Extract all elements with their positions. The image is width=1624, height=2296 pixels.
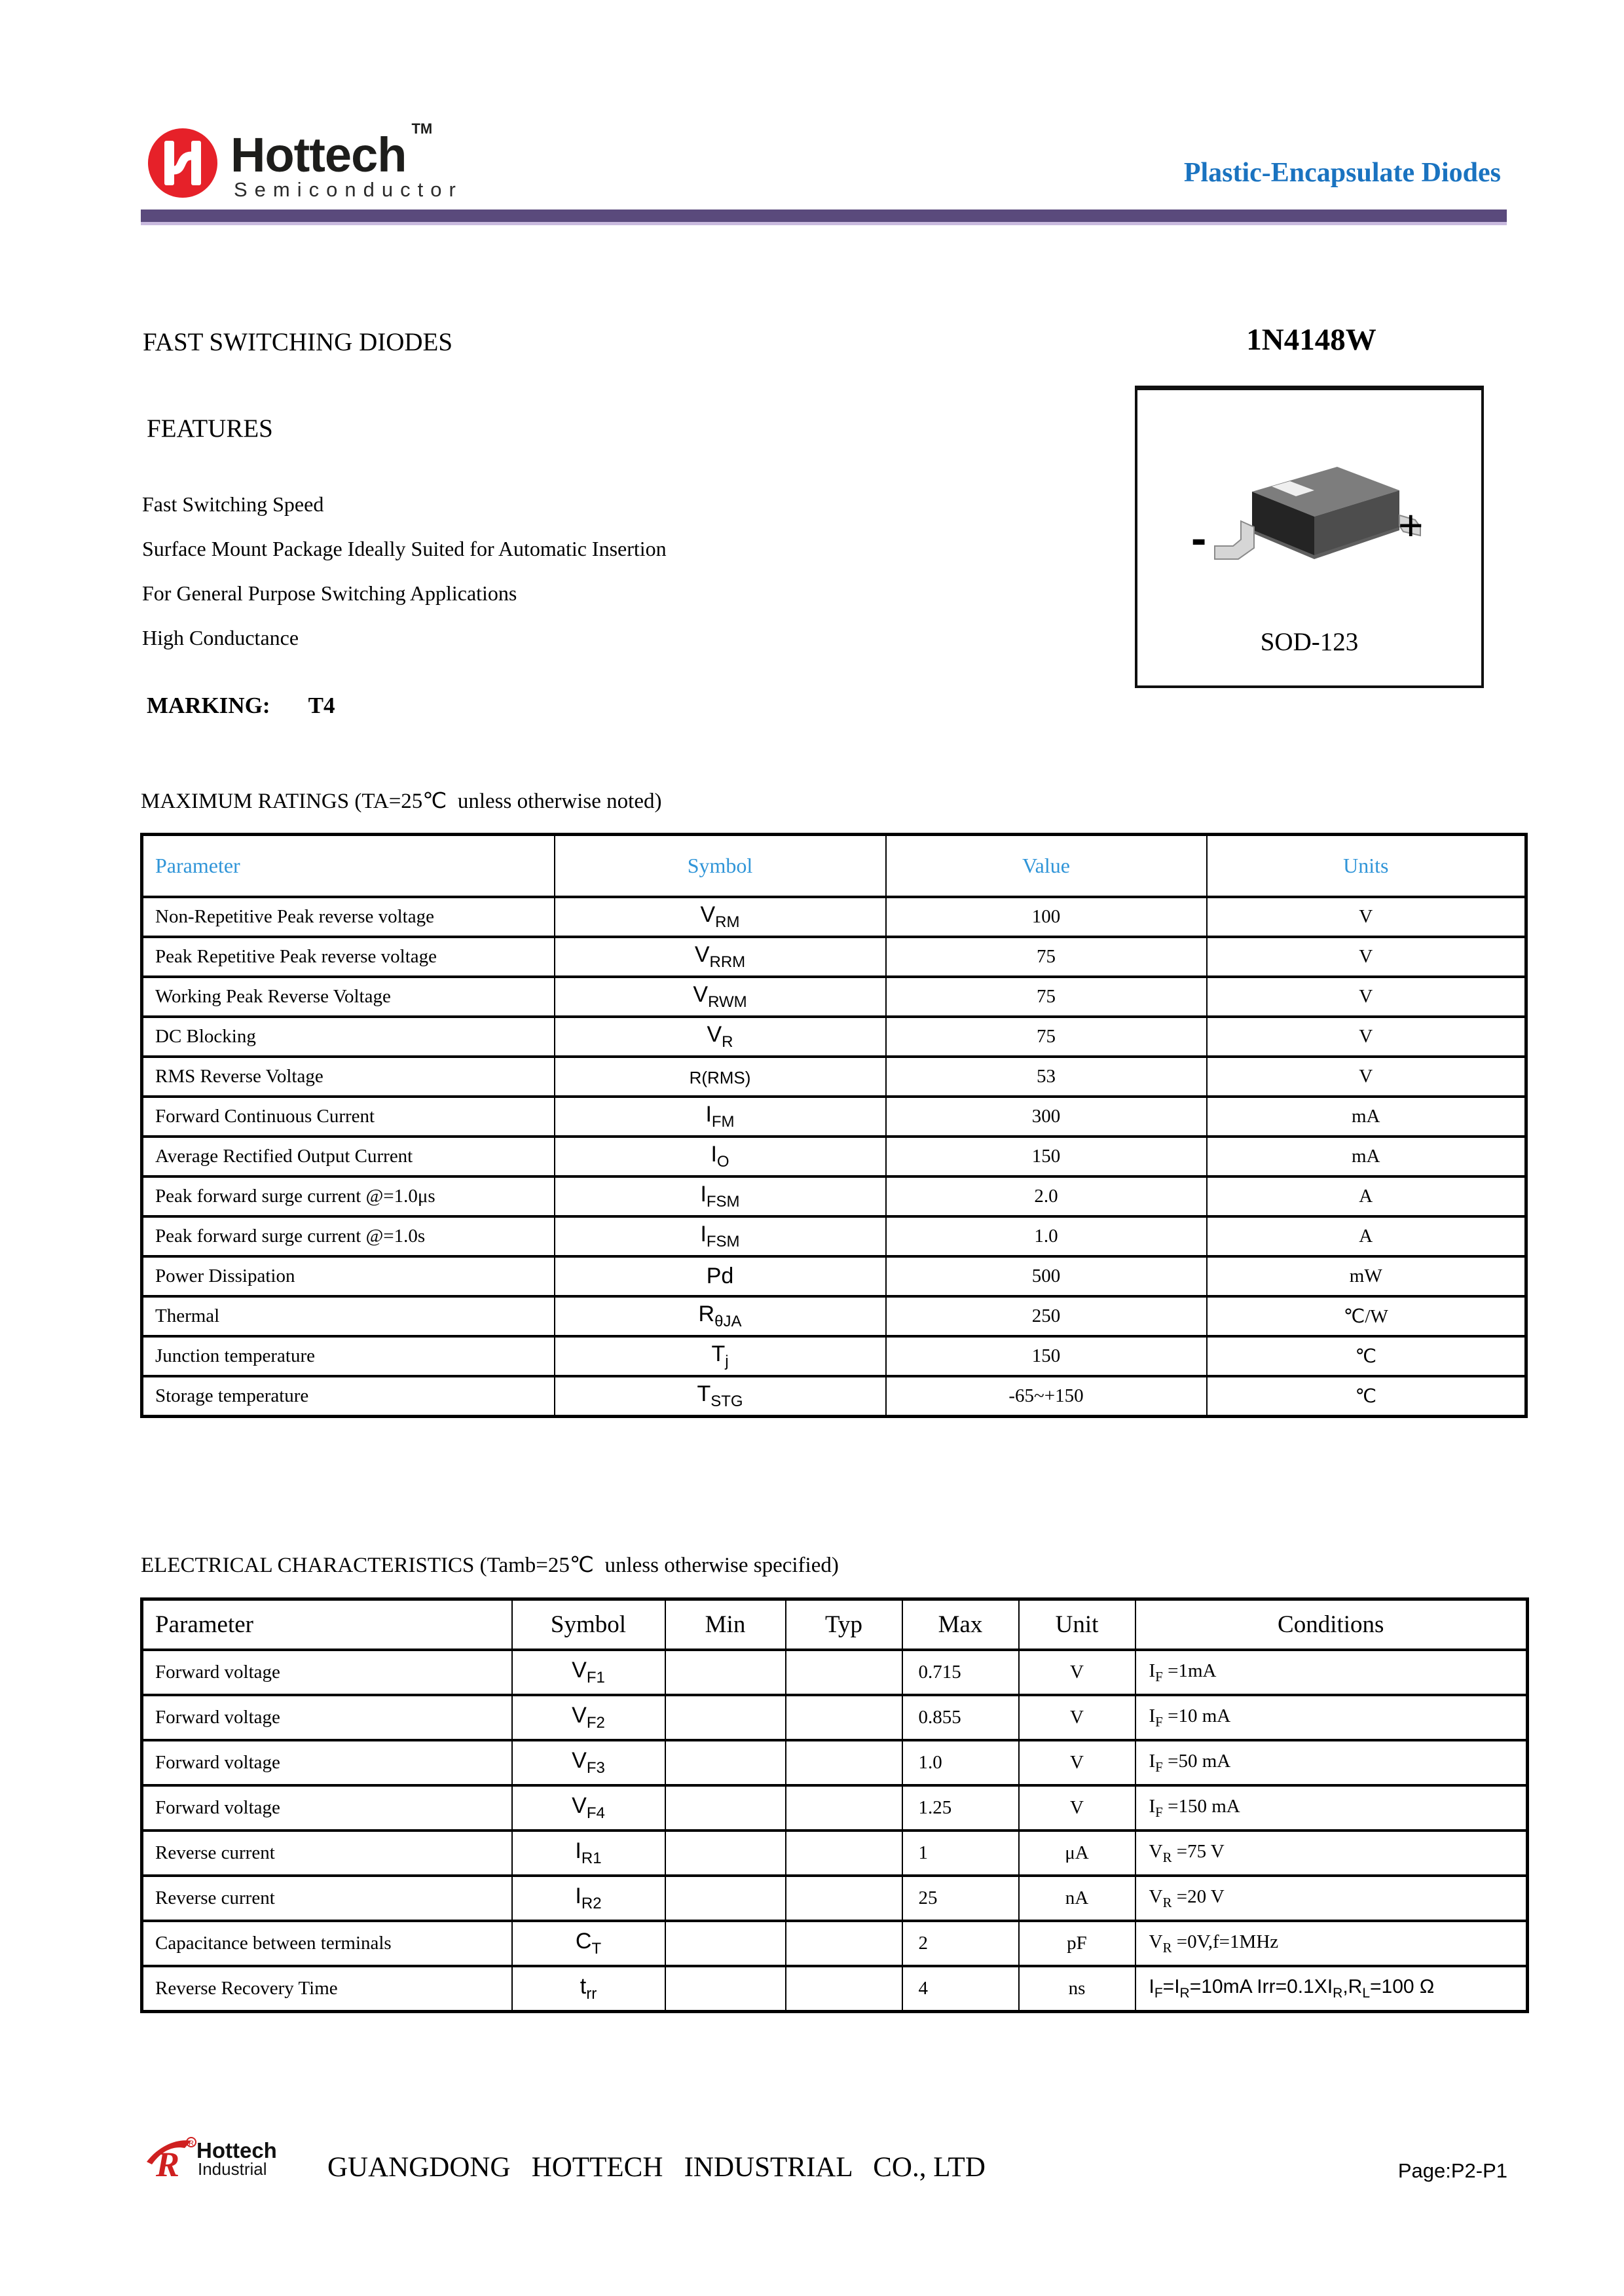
feature-item: For General Purpose Switching Applications [142,581,517,605]
symbol-cell: $R_{\theta JA}$ [555,1296,886,1336]
table-row [142,1296,1526,1336]
table-row [142,1176,1526,1216]
min-cell [665,1740,786,1785]
param-cell: Forward Continuous Current [142,1097,555,1137]
polarity-plus: + [1398,501,1424,549]
typ-cell [786,1921,902,1966]
column-header: Symbol [512,1599,665,1650]
footer-brand: Hottech [196,2138,277,2162]
conditions-cell: $I_F =150$ mA [1135,1785,1528,1831]
conditions-cell: $I_F =10$ mA [1135,1695,1528,1740]
symbol-cell: $V_R$ [555,1017,886,1057]
marking-line [147,693,335,719]
table-row [142,1650,1528,1695]
value-cell: 150 [886,1336,1207,1376]
value-cell: 1.0 [886,1216,1207,1256]
symbol-cell: $t_{rr}$ [512,1966,665,2012]
table-row [142,1216,1526,1256]
symbol-cell: $V_{F2}$ [512,1695,665,1740]
table-row [142,1831,1528,1876]
table-row [142,1921,1528,1966]
table-row [142,1057,1526,1097]
value-cell: 75 [886,1017,1207,1057]
param-cell: Peak Repetitive Peak reverse voltage [142,937,555,977]
doc-type: Plastic-Encapsulate Diodes [1183,158,1501,188]
units-cell: V [1207,1017,1526,1057]
symbol-cell: $I_{FSM}$ [555,1216,886,1256]
units-cell: V [1207,1057,1526,1097]
header-rule-divider [141,210,1507,225]
units-cell: ℃/W [1207,1296,1526,1336]
param-cell: Working Peak Reverse Voltage [142,977,555,1017]
units-cell: A [1207,1216,1526,1256]
param-cell: Non-Repetitive Peak reverse voltage [142,897,555,937]
value-cell: 53 [886,1057,1207,1097]
table-row [142,1137,1526,1176]
unit-cell: V [1019,1650,1135,1695]
max-cell: 2 [902,1921,1019,1966]
typ-cell [786,1740,902,1785]
column-header: Parameter [142,835,555,898]
max-ratings-table [140,833,1528,1418]
polarity-minus: - [1191,513,1207,564]
param-cell: Power Dissipation [142,1256,555,1296]
table-row [142,937,1526,977]
max-cell: 25 [902,1876,1019,1921]
symbol-cell: $I_{FSM}$ [555,1176,886,1216]
electrical-body [142,1650,1528,2012]
table-row [142,1097,1526,1137]
conditions-cell: $V_R =0V,f=1MHz$ [1135,1921,1528,1966]
column-header: Max [902,1599,1019,1650]
features-list [142,492,667,670]
unit-cell: V [1019,1695,1135,1740]
symbol-cell: Pd [555,1256,886,1296]
symbol-cell: $V_{RWM}$ [555,977,886,1017]
column-header: Units [1207,835,1526,898]
symbol-cell: R(RMS) [555,1057,886,1097]
units-cell: V [1207,897,1526,937]
min-cell [665,1650,786,1695]
units-cell: mA [1207,1137,1526,1176]
max-cell: 0.715 [902,1650,1019,1695]
max-cell: 1.0 [902,1740,1019,1785]
electrical-table [140,1597,1529,2013]
param-cell: Thermal [142,1296,555,1336]
table-row [142,1740,1528,1785]
symbol-cell: $V_{RRM}$ [555,937,886,977]
min-cell [665,1831,786,1876]
features-heading: FEATURES [147,414,273,443]
min-cell [665,1876,786,1921]
param-cell: Storage temperature [142,1376,555,1417]
units-cell: ℃ [1207,1376,1526,1417]
part-number: 1N4148W [1246,323,1376,357]
package-panel [1135,386,1484,688]
company-name: GUANGDONG HOTTECH INDUSTRIAL CO., LTD [327,2152,986,2183]
units-cell: V [1207,977,1526,1017]
conditions-cell: $I_F =50$ mA [1135,1740,1528,1785]
value-cell: 300 [886,1097,1207,1137]
symbol-cell: $V_{F1}$ [512,1650,665,1695]
param-cell: Reverse current [142,1876,512,1921]
param-cell: Forward voltage [142,1695,512,1740]
typ-cell [786,1695,902,1740]
symbol-cell: $T_{STG}$ [555,1376,886,1417]
electrical-title: ELECTRICAL CHARACTERISTICS (Tamb=25℃ unless otherwise specified) [141,1554,839,1577]
value-cell: 150 [886,1137,1207,1176]
unit-cell: ns [1019,1966,1135,2012]
page-number: Page:P2-P1 [1397,2159,1507,2182]
param-cell: Capacitance between terminals [142,1921,512,1966]
unit-cell: μA [1019,1831,1135,1876]
typ-cell [786,1966,902,2012]
brand-name [231,120,433,182]
unit-cell: V [1019,1785,1135,1831]
typ-cell [786,1650,902,1695]
symbol-cell: $T_j$ [555,1336,886,1376]
symbol-cell: $V_{F3}$ [512,1740,665,1785]
feature-item: Surface Mount Package Ideally Suited for Automatic Insertion [142,537,667,560]
max-cell: 1 [902,1831,1019,1876]
unit-cell: V [1019,1740,1135,1785]
column-header: Conditions [1135,1599,1528,1650]
symbol-cell: $I_{R2}$ [512,1876,665,1921]
marking-label: MARKING: [147,693,270,718]
max-cell: 4 [902,1966,1019,2012]
feature-item: High Conductance [142,626,299,649]
max-cell: 0.855 [902,1695,1019,1740]
typ-cell [786,1831,902,1876]
typ-cell [786,1876,902,1921]
table-row [142,1785,1528,1831]
symbol-cell: $V_{RM}$ [555,897,886,937]
brand-trademark: TM [411,120,433,137]
electrical-header-row [142,1599,1528,1650]
max-cell: 1.25 [902,1785,1019,1831]
table-row [142,1017,1526,1057]
svg-text:R: R [189,2140,194,2147]
symbol-cell: $I_{R1}$ [512,1831,665,1876]
param-cell: Reverse current [142,1831,512,1876]
symbol-cell: $C_T$ [512,1921,665,1966]
brand-text: Hottech [231,128,407,182]
conditions-cell: $I_F=I_R=10mA$ $Irr=0.1XI_R,R_L=100$ Ω [1135,1966,1528,2012]
brand-subtitle: Semiconductor [234,178,463,201]
footer-brand-sub: Industrial [198,2159,267,2179]
param-cell: Average Rectified Output Current [142,1137,555,1176]
column-header: Value [886,835,1207,898]
param-cell: RMS Reverse Voltage [142,1057,555,1097]
table-row [142,977,1526,1017]
conditions-cell: $I_F =1mA$ [1135,1650,1528,1695]
unit-cell: nA [1019,1876,1135,1921]
min-cell [665,1695,786,1740]
symbol-cell: $I_O$ [555,1137,886,1176]
feature-item: Fast Switching Speed [142,492,324,516]
column-header: Parameter [142,1599,512,1650]
value-cell: 500 [886,1256,1207,1296]
column-header: Min [665,1599,786,1650]
table-row [142,1876,1528,1921]
param-cell: Peak forward surge current @=1.0μs [142,1176,555,1216]
param-cell: Junction temperature [142,1336,555,1376]
value-cell: -65~+150 [886,1376,1207,1417]
max-ratings-title: MAXIMUM RATINGS (TA=25℃ unless otherwise noted) [141,790,662,813]
param-cell: DC Blocking [142,1017,555,1057]
symbol-cell: $V_{F4}$ [512,1785,665,1831]
column-header: Unit [1019,1599,1135,1650]
units-cell: mA [1207,1097,1526,1137]
param-cell: Forward voltage [142,1650,512,1695]
value-cell: 100 [886,897,1207,937]
param-cell: Peak forward surge current @=1.0s [142,1216,555,1256]
typ-cell [786,1785,902,1831]
min-cell [665,1921,786,1966]
max-ratings-body [142,897,1526,1417]
value-cell: 75 [886,937,1207,977]
min-cell [665,1785,786,1831]
table-row [142,1966,1528,2012]
units-cell: mW [1207,1256,1526,1296]
package-name: SOD-123 [1260,628,1359,656]
param-cell: Forward voltage [142,1740,512,1785]
table-row [142,1256,1526,1296]
column-header: Typ [786,1599,902,1650]
value-cell: 75 [886,977,1207,1017]
value-cell: 2.0 [886,1176,1207,1216]
hottech-logo-icon [147,127,219,202]
unit-cell: pF [1019,1921,1135,1966]
footer-logo-icon [145,2136,198,2186]
param-cell: Reverse Recovery Time [142,1966,512,2012]
units-cell: A [1207,1176,1526,1216]
conditions-cell: $V_R =20$ V [1135,1876,1528,1921]
symbol-cell: $I_{FM}$ [555,1097,886,1137]
min-cell [665,1966,786,2012]
param-cell: Forward voltage [142,1785,512,1831]
units-cell: ℃ [1207,1336,1526,1376]
value-cell: 250 [886,1296,1207,1336]
table-row [142,1695,1528,1740]
table-row [142,1336,1526,1376]
svg-text:R: R [156,2145,180,2183]
marking-value: T4 [308,693,335,718]
table-row [142,1376,1526,1417]
table-row [142,897,1526,937]
conditions-cell: $V_R =75$ V [1135,1831,1528,1876]
units-cell: V [1207,937,1526,977]
max-ratings-header-row [142,835,1526,898]
page-title: FAST SWITCHING DIODES [143,328,453,356]
column-header: Symbol [555,835,886,898]
